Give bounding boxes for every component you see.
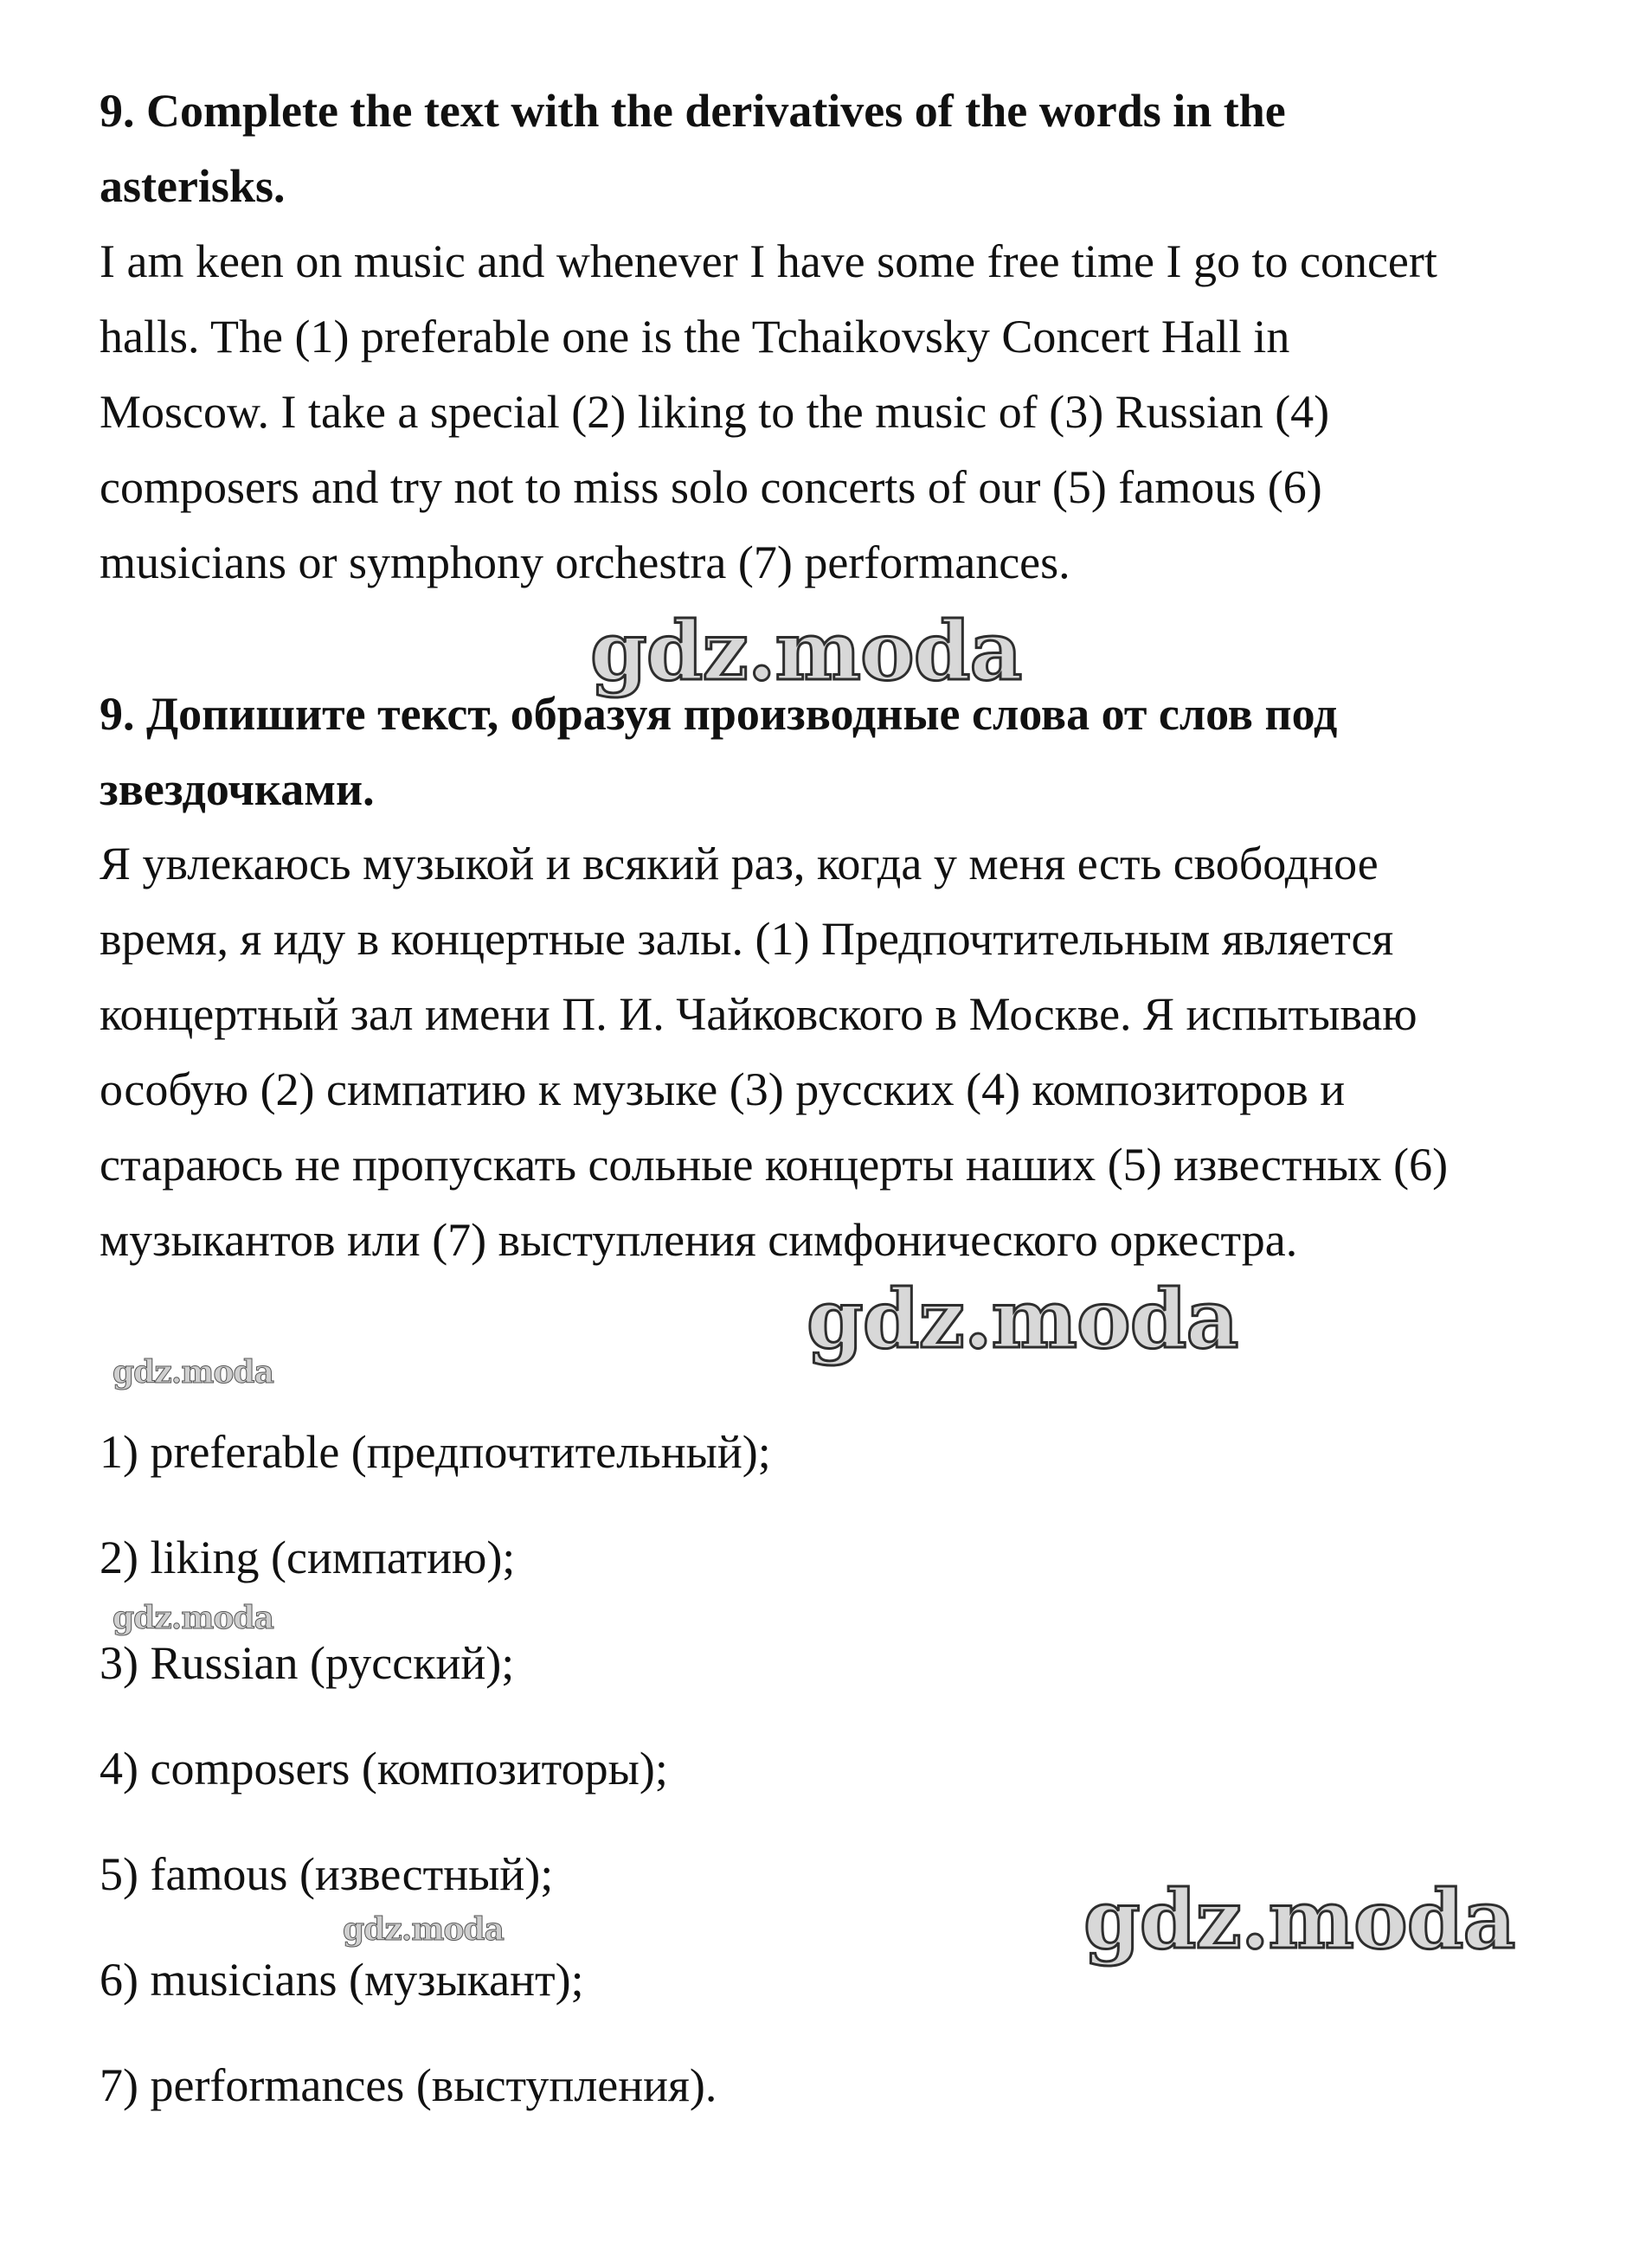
task-heading-russian bbox=[100, 677, 1571, 827]
watermark: gdz.moda bbox=[343, 1911, 504, 1948]
text-line: особую (2) симпатию к музыке (3) русских (4) композиторов и bbox=[100, 1063, 1346, 1115]
heading-line: asterisks. bbox=[100, 160, 286, 212]
text-line: Я увлекаюсь музыкой и всякий раз, когда у меня есть свободное bbox=[100, 838, 1379, 889]
text-line: концертный зал имени П. И. Чайковского в Москве. Я испытываю bbox=[100, 988, 1417, 1040]
answer-item: 2) liking (симпатию); bbox=[100, 1531, 516, 1583]
text-line: музыкантов или (7) выступления симфонического оркестра. bbox=[100, 1214, 1298, 1266]
answer-item: 5) famous (известный); bbox=[100, 1848, 554, 1900]
watermark: gdz.moda bbox=[112, 1600, 273, 1636]
answer-list bbox=[100, 1417, 1398, 2156]
text-line: время, я иду в концертные залы. (1) Предпочтительным является bbox=[100, 913, 1394, 965]
answer-item: 4) composers (композиторы); bbox=[100, 1743, 668, 1795]
answer-item: 6) musicians (музыкант); bbox=[100, 1954, 584, 2006]
task-heading-english bbox=[100, 74, 1571, 224]
task-text-english bbox=[100, 224, 1571, 600]
heading-line: 9. Допишите текст, образуя производные слова от слов под bbox=[100, 688, 1338, 740]
answer-item: 1) preferable (предпочтительный); bbox=[100, 1426, 771, 1478]
watermark: gdz.moda bbox=[807, 1272, 1238, 1367]
text-line: composers and try not to miss solo concerts of our (5) famous (6) bbox=[100, 461, 1322, 513]
answer-item: 7) performances (выступления). bbox=[100, 2059, 717, 2111]
answer-item: 3) Russian (русский); bbox=[100, 1637, 515, 1689]
watermark: gdz.moda bbox=[112, 1354, 273, 1390]
text-line: halls. The (1) preferable one is the Tchaikovsky Concert Hall in bbox=[100, 311, 1290, 363]
text-line: musicians or symphony orchestra (7) performances. bbox=[100, 536, 1070, 588]
task-text-russian bbox=[100, 826, 1571, 1278]
watermark: gdz.moda bbox=[590, 604, 1022, 699]
text-line: стараюсь не пропускать сольные концерты наших (5) известных (6) bbox=[100, 1139, 1449, 1191]
text-line: I am keen on music and whenever I have some free time I go to concert bbox=[100, 235, 1437, 287]
heading-line: звездочками. bbox=[100, 763, 375, 815]
heading-line: 9. Complete the text with the derivatives of the words in the bbox=[100, 85, 1286, 137]
watermark: gdz.moda bbox=[1083, 1872, 1515, 1968]
text-line: Moscow. I take a special (2) liking to the music of (3) Russian (4) bbox=[100, 386, 1330, 438]
